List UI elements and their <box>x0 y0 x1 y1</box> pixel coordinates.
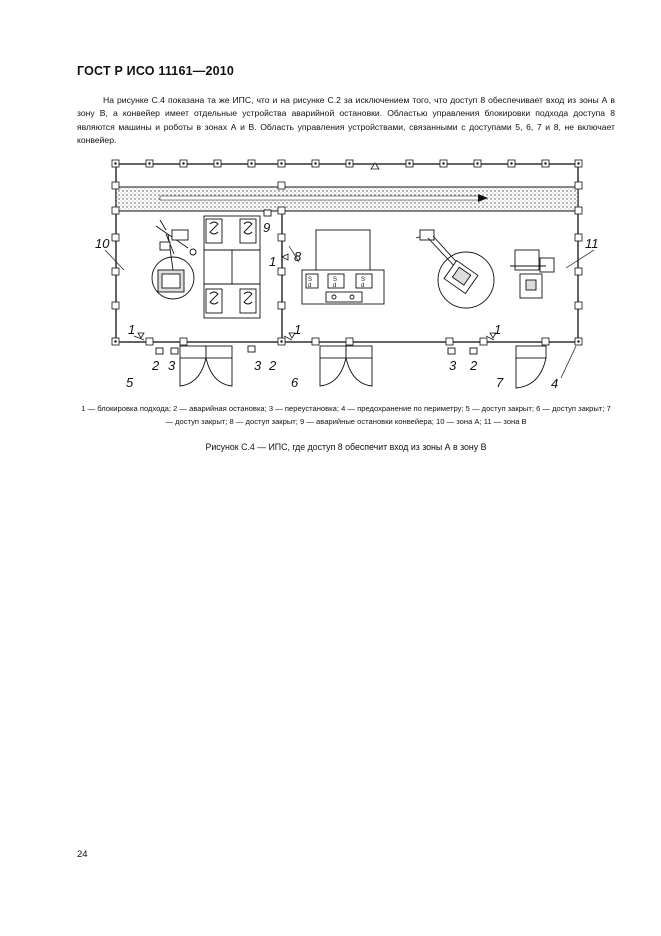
label-1-right: 1 <box>494 322 502 337</box>
label-11: 11 <box>585 236 599 251</box>
sd-label-s2: S <box>333 277 338 283</box>
label-2-a: 2 <box>152 358 160 373</box>
body-paragraph <box>77 94 615 148</box>
label-9: 9 <box>263 220 271 235</box>
robot-zone-a <box>152 220 196 299</box>
label-7: 7 <box>496 375 504 390</box>
label-4: 4 <box>551 376 559 391</box>
sd-label-s1: S <box>308 277 313 283</box>
label-6: 6 <box>291 375 299 390</box>
figure-caption: Рисунок С.4 — ИПС, где доступ 8 обеспечит вход из зоны А в зону В <box>205 442 487 452</box>
label-8: 8 <box>294 249 302 264</box>
sd-label-d3: d <box>361 283 365 289</box>
sd-label-d1: d <box>308 283 312 289</box>
machine-zone-b <box>302 230 384 304</box>
layout-diagram <box>70 150 610 400</box>
bottom-devices <box>156 346 546 358</box>
label-5: 5 <box>126 375 134 390</box>
label-1-left: 1 <box>128 322 136 337</box>
conveyor-estop <box>264 210 271 216</box>
figure-legend: 1 — блокировка подхода; 2 — аварийная остановка; 3 — переустановка; 4 — предохранение по периметру; 5 — доступ закрыт; 6 — доступ закрыт; 7 — доступ закрыт; 8 — доступ закрыт; 9 — аварийные остановки конвейера; 10 — зона А; 11 — зона В <box>81 404 611 426</box>
label-1-mid: 1 <box>294 322 302 337</box>
machine-zone-b-right <box>510 250 554 298</box>
page-number: 24 <box>77 849 88 860</box>
label-2-c: 2 <box>470 358 478 373</box>
label-3-b: 3 <box>254 358 262 373</box>
label-3-c: 3 <box>449 358 457 373</box>
label-2-b: 2 <box>269 358 277 373</box>
sd-label-s3: S <box>361 277 366 283</box>
sd-label-d2: d <box>333 283 337 289</box>
label-3-a: 3 <box>168 358 176 373</box>
figure-c4-diagram <box>70 150 610 400</box>
door-swings <box>180 358 546 388</box>
paragraph-text: На рисунке С.4 показана та же ИПС, что и на рисунке С.2 за исключением того, что доступ 8 обеспечивает вход из зоны А в зону В, а конвейер имеет отдельные устройства аварийной остановки. Областью управления блокировки подхода доступа 8 являются машины и роботы в зонах А и В. Область управления устройствами, связанными с доступами 5, 6, 7 и 8, не включает конвейер. <box>77 95 615 146</box>
label-10: 10 <box>95 236 110 251</box>
workstations-zone-a <box>204 216 260 318</box>
document-header: ГОСТ Р ИСО 11161—2010 <box>77 64 235 78</box>
conveyor-belt-slot <box>160 196 480 200</box>
label-1-divider: 1 <box>269 254 277 269</box>
robot-zone-b-center <box>416 230 494 308</box>
